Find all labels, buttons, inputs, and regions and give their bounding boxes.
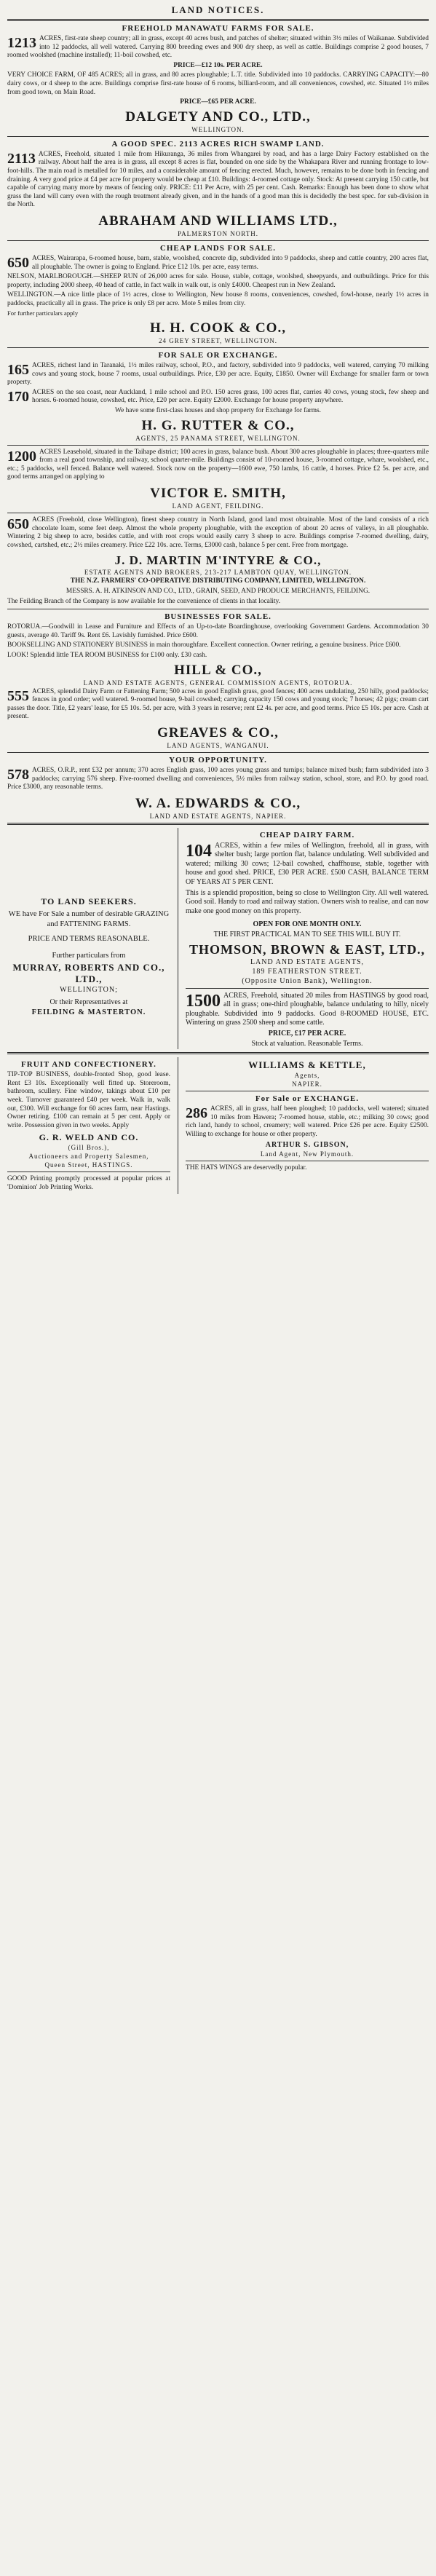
section-heading: YOUR OPPORTUNITY. [169, 755, 267, 764]
listing-text: VERY CHOICE FARM, OF 485 ACRES; all in grass, and 80 acres ploughable; L.T. title. Subdivided into 10 paddocks. CARRYING CAPACITY:—80 dairy cows, or 4 sheep to the acre. Buildings comprise first-rate house of 6 rooms, billiard-room, and all conveniences, cowshed, etc. Situated 1½ miles from good town, on Main Road. [7, 71, 429, 96]
section-heading: FRUIT AND CONFECTIONERY. [21, 1060, 156, 1070]
agent-name: J. D. MARTIN M'INTYRE & CO., [114, 553, 322, 568]
agent-name-sub: (Gill Bros.), [68, 1144, 110, 1152]
section-heading: FREEHOLD MANAWATU FARMS FOR SALE. [122, 24, 314, 33]
price-line: PRICE AND TERMS REASONABLE. [28, 934, 150, 943]
listing-text: NELSON, MARLBOROUGH.—SHEEP RUN of 26,000 acres for sale. House, stable, cottage, woolshed, sheepyards, and outbuildings. Price for this property, including 2000 sheep, 40 head of cattle, in fact walk in walk out, is only £4000. Cheapest run in New Zealand. [7, 273, 429, 289]
agent-name: MURRAY, ROBERTS AND CO., LTD., [12, 962, 165, 985]
agent-name: WILLIAMS & KETTLE, [248, 1059, 366, 1071]
agent-name: W. A. EDWARDS & CO., [135, 795, 301, 811]
acre-number: 165 [7, 362, 29, 379]
reps-location: FEILDING & MASTERTON. [31, 1008, 146, 1016]
acre-number: 1200 [7, 448, 36, 465]
acre-number: 170 [7, 388, 29, 405]
agent-address: PALMERSTON NORTH. [178, 229, 258, 237]
listing-text: 555 ACRES, splendid Dairy Farm or Fattening Farm; 500 acres in good English grass, good fences; 400 acres undulating, 250 hilly, good paddocks; fences in good order; well watered. 9-roomed house, 9-bail cowshed; carrying capacity 150 cows and young stock; 7 horses; 42 pigs; cream cart passes the door. Title, £2 years' lease, for £5 10s. 5d. per acre, with 3 years in reserve; rent £2 4s. per acre, and good terms. Price £5 10s. per acre. Cash at present. [7, 687, 429, 721]
agent-name: DALGETY AND CO., LTD., [125, 108, 311, 125]
acre-number: 104 [186, 841, 212, 861]
section-heading: For Sale or EXCHANGE. [255, 1094, 360, 1104]
notice: The Feilding Branch of the Company is now available for the convenience of clients in that locality. [7, 597, 281, 605]
acre-number: 578 [7, 766, 29, 783]
agent-address: WELLINGTON; [60, 986, 118, 995]
agent-name: VICTOR E. SMITH, [150, 486, 286, 501]
agent-name: G. R. WELD AND CO. [39, 1132, 139, 1143]
agent-address: ESTATE AGENTS AND BROKERS, 213-217 LAMBTON QUAY, WELLINGTON. [84, 569, 352, 577]
agent-address: Auctioneers and Property Salesmen, [28, 1153, 149, 1161]
section-heading: CHEAP LANDS FOR SALE. [159, 243, 277, 253]
listing-text: 286 ACRES, all in grass, half been ploughed; 10 paddocks, well watered; situated 10 miles from Hawera; 7-roomed house, stable, etc.; milking 30 cows; good rich land, handy to school, creamery; well watered. Price £26 per acre. Equity £2500. Willing to exchange for house or other property. [186, 1105, 429, 1138]
divider [7, 752, 429, 753]
agent-address: LAND AND ESTATE AGENTS, GENERAL COMMISSION AGENTS, ROTORUA. [83, 679, 353, 687]
listing-text: 650 ACRES, Wairarapa, 6-roomed house, barn, stable, woolshed, concrete dip, subdivided into 9 paddocks, sheep and cattle country, 200 acres flat, all ploughable. The owner is going to England. Price £12 10s. per acre, easy terms. [7, 254, 429, 271]
agent-address: LAND AND ESTATE AGENTS, NAPIER. [149, 812, 287, 820]
section-heading: FOR SALE OR EXCHANGE. [158, 351, 278, 360]
divider [7, 136, 429, 137]
listing-text: 170 ACRES on the sea coast, near Auckland, 1 mile school and P.O. 150 acres grass, 100 acres flat, carries 40 cows, young stock, few sheep and horses. 6-roomed house, cowshed, etc. Price, £20 per acre. Equity £2000. Exchange for house property anywhere. [7, 388, 429, 405]
listing-text: 650 ACRES (Freehold, close Wellington), finest sheep country in North Island, good land most obtainable. Most of the land consists of a rich chocolate loam, some feet deep. Almost the whole property ploughable, with the exception of about 20 acres of valleys, in all ploughable. Wintering 2 big sheep to acre, besides cattle, and with root crops would easily carry 3 sheep to acre. Buildings comprise 7-roomed dwelling, dairy, cowshed, cartshed, etc.; 2½ miles creamery. Price £22 10s. acre. Terms, £3000 cash, balance 5 per cent. Free from mortgage. [7, 516, 429, 549]
right-column [178, 828, 429, 1050]
agent-address: WELLINGTON. [191, 125, 245, 133]
page-title: LAND NOTICES. [171, 4, 265, 15]
listing-text: 1500 ACRES, Freehold, situated 20 miles from HASTINGS by good road, all in grass; one-third ploughable, balance undulating to hilly, nicely ploughable. Subdivided into 9 paddocks. Good 8-ROOMED HOUSE, ETC. Wintering on grass 2500 sheep and some cattle. [186, 991, 429, 1027]
listing-text: 165 ACRES, richest land in Taranaki, 1½ miles railway, school, P.O., and factory, subdivided into 9 paddocks, well watered, carrying 70 milking cows and young stock, house 7 rooms, usual outbuildings. Price, £30 per acre. Equity, £1850. Owner will Exchange for smaller farm or town property. [7, 362, 429, 387]
left-column [7, 828, 178, 1050]
listing-text: 578 ACRES, O.R.P., rent £32 per annum; 370 acres English grass, 100 acres young grass and turnips; balance mixed bush; farm subdivided into 3 paddocks; carrying 576 sheep. Five-roomed dwelling and conveniences, 5½ miles from railway station, school, store, and P.O. by good road. Price £3000, any reasonable terms. [7, 766, 429, 791]
section-heading: CHEAP DAIRY FARM. [259, 830, 355, 839]
agent-address: AGENTS, 25 PANAMA STREET, WELLINGTON. [135, 434, 301, 442]
agent-address: LAND AGENTS, WANGANUI. [167, 741, 269, 749]
agent-name: ARTHUR S. GIBSON, [265, 1140, 349, 1149]
agent-address: 24 GREY STREET, WELLINGTON. [159, 337, 277, 345]
listing-text: BOOKSELLING AND STATIONERY BUSINESS in main thoroughfare. Excellent connection. Owner retiring, a genuine business. Price £600. [7, 641, 401, 649]
divider [7, 19, 429, 21]
two-column-block [7, 828, 429, 1050]
section-heading: TO LAND SEEKERS. [41, 896, 137, 906]
agent-address: NAPIER. [292, 1080, 322, 1089]
agent-address: (Opposite Union Bank), Wellington. [242, 976, 373, 985]
agent-name: GREAVES & CO., [157, 724, 279, 740]
section-heading: A GOOD SPEC. 2113 ACRES RICH SWAMP LAND. [111, 139, 325, 149]
further-particulars: Further particulars from [52, 951, 126, 960]
note: We have some first-class houses and shop property for Exchange for farms. [114, 407, 321, 415]
price-line: PRICE—£12 10s. PER ACRE. [173, 61, 263, 69]
acre-number: 1213 [7, 35, 36, 51]
acre-number: 555 [7, 687, 29, 704]
printing-notice: GOOD Printing promptly processed at popular prices at 'Dominion' Job Printing Works. [7, 1175, 170, 1191]
further-particulars: For further particulars apply [7, 309, 79, 317]
note: Stock at valuation. Reasonable Terms. [251, 1039, 363, 1048]
notice: THE FIRST PRACTICAL MAN TO SEE THIS WILL BUY IT. [213, 931, 401, 939]
notice: THE N.Z. FARMERS' CO-OPERATIVE DISTRIBUTING COMPANY, LIMITED, WELLINGTON. [70, 577, 366, 585]
footer-notice: THE HATS WINGS are deservedly popular. [186, 1163, 307, 1172]
listing-text: 1213 ACRES, first-rate sheep country; all in grass, except 40 acres bush, and patches of shelter; situated within 3½ miles of Waikanae. Subdivided into 12 paddocks, all well watered. Carrying 800 breeding ewes and 900 dry sheep, as well as cattle. Buildings comprise 2 good houses, 7 roomed woolshed (machine installed); 11-boil cowshed, etc. [7, 35, 429, 60]
agent-name: H. H. COOK & CO., [150, 320, 286, 336]
divider [7, 1052, 429, 1054]
right-column [178, 1057, 429, 1193]
listing-text: 2113 ACRES, Freehold, situated 1 mile from Hikuranga, 36 miles from Whangarei by road, and has a large Dairy Factory established on the railway. About half the area is in grass, all except 8 acres is flat, bounded on one side by the Whakapara River and running frontage to low-foot-hills. The main road is metalled for 10 miles, and a considerable amount of fencing erected. Much, however, remains to be done both in fencing and draining. A very good price at £4 per acre for property would be cheap at £10. Buildings: 4-roomed cottage only. Stock: At present carrying 150 cattle, but capable of carrying many more by means of fencing only. PRICE: £11 Per Acre, with 25 per cent. Cash. Remarks: Enough has been done to show what grass the land will carry even with the rough treatment already given, and in the hands of a good man this is decidedly the best spec. for sub-division in the North. [7, 150, 429, 209]
notice: MESSRS. A. H. ATKINSON AND CO., LTD., GRAIN, SEED, AND PRODUCE MERCHANTS, FEILDING. [66, 587, 370, 595]
acre-number: 286 [186, 1105, 207, 1122]
agent-address: Agents, [294, 1072, 320, 1080]
notice: OPEN FOR ONE MONTH ONLY. [253, 920, 362, 929]
listing-text: WE have For Sale a number of desirable GRAZING and FATTENING FARMS. [8, 909, 170, 928]
acre-number: 650 [7, 516, 29, 532]
agent-name: THOMSON, BROWN & EAST, LTD., [189, 941, 426, 957]
listing-text: LOOK! Splendid little TEA ROOM BUSINESS for £100 only. £30 cash. [7, 651, 207, 659]
bottom-two-column-block [7, 1057, 429, 1193]
acre-number: 650 [7, 254, 29, 271]
agent-address: LAND AGENT, FEILDING. [172, 502, 264, 510]
agent-address: LAND AND ESTATE AGENTS, [250, 957, 365, 966]
agent-name: H. G. RUTTER & CO., [141, 417, 295, 433]
divider [186, 988, 429, 989]
divider [7, 240, 429, 241]
listing-text: WELLINGTON.—A nice little place of 1½ acres, close to Wellington, New house 8 rooms, conveniences, cowshed, fowl-house, nearly 1½ acres in paddocks, practically all in grass. The price is only £8 per acre. Mote 5 miles from city. [7, 291, 429, 307]
left-column [7, 1057, 178, 1193]
listing-text: 1200 ACRES Leasehold, situated in the Taihape district; 100 acres in grass, balance bush. About 300 acres ploughable in places; three-quarters mile from a real good township, and railway, school quarter-mile. Buildings consist of 10-roomed house, 3-roomed cottage, whare, woolshed, etc., etc.; 5 paddocks, well fenced. Balance well watered. Stock now on the property—1600 ewe, 750 lambs, 16 cattle, 4 horses. Price £2 5s. per acre, and good terms arranged on applying to [7, 448, 429, 481]
price-line: PRICE, £17 PER ACRE. [268, 1030, 346, 1038]
divider [7, 445, 429, 446]
agent-address: Queen Street, HASTINGS. [44, 1161, 133, 1169]
agent-name: ABRAHAM AND WILLIAMS LTD., [98, 213, 338, 229]
divider [7, 347, 429, 348]
listing-text: TIP-TOP BUSINESS, double-fronted Shop, good lease. Rent £3 10s. Exceptionally well fitted up. Storeroom, bathroom, scullery. Fine window, takings about £10 per week. Turnover guaranteed £40 per week. Walk in, walk out, £300. Will exchange for 60 acres farm, near Hastings. Owner retiring. £100 can remain at 5 per cent. Apply or write. Possession given in two weeks. Apply [7, 1071, 170, 1129]
listing-text: 104 ACRES, within a few miles of Wellington, freehold, all in grass, with shelter bush; large portion flat, balance undulating. Well subdivided and watered; milking 30 cows; 12-bail cowshed, chaffhouse, stable, together with house and good shed. PRICE, £30 PER ACRE. £500 CASH, BALANCE TERM OF YEARS AT 5 PER CENT. [186, 841, 429, 887]
agent-name: HILL & CO., [174, 662, 262, 678]
acre-number: 1500 [186, 991, 221, 1011]
acre-number: 2113 [7, 150, 36, 167]
divider [7, 823, 429, 825]
price-line: PRICE—£65 PER ACRE. [180, 98, 256, 106]
listing-text: This is a splendid proposition, being so close to Wellington City. All well watered. Good soil. Handy to road and railway station. Owners wish to realise, and can now make one good money on this property. [186, 888, 429, 915]
listing-text: ROTORUA.—Goodwill in Lease and Furniture and Effects of an Up-to-date Boardinghouse, overlooking Government Gardens. Accommodation 30 guests, average 40. Tariff 9s. Rent £6. Lavishly furnished. Price £600. [7, 623, 429, 639]
agent-address: Land Agent, New Plymouth. [260, 1150, 354, 1158]
section-heading: BUSINESSES FOR SALE. [165, 612, 271, 622]
reps: Or their Representatives at [49, 998, 128, 1007]
agent-address: 189 FEATHERSTON STREET. [252, 967, 362, 976]
